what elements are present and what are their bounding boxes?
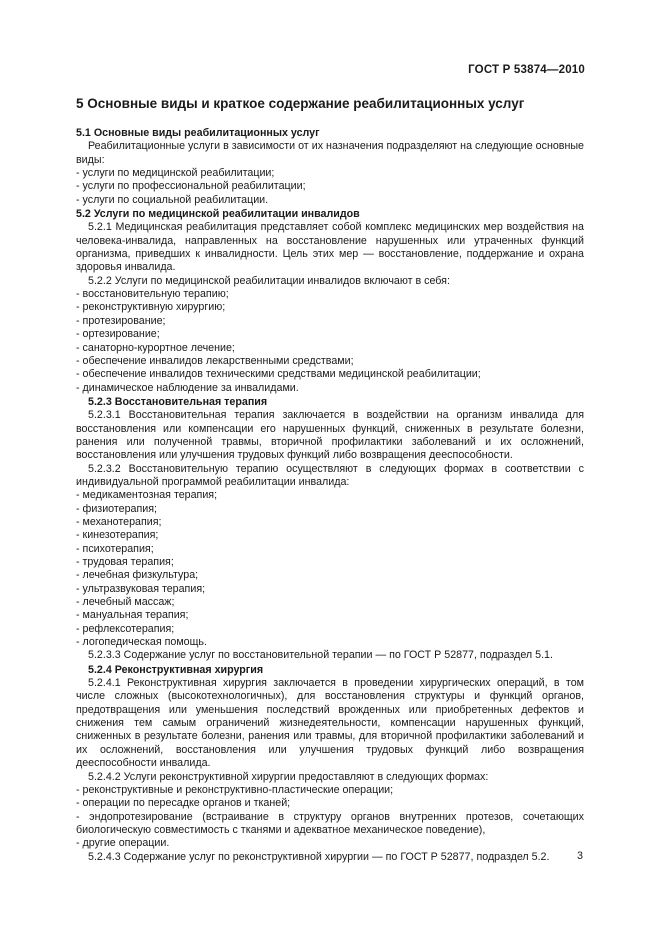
list-item: - восстановительную терапию;	[76, 288, 229, 301]
list-item: - реконструктивную хирургию;	[76, 301, 226, 314]
section-title: 5 Основные виды и краткое содержание реабилитационных услуг	[76, 96, 525, 111]
list-item: - рефлексотерапия;	[76, 622, 175, 635]
paragraph-5-1-intro: Реабилитационные услуги в зависимости от их назначения подразделяют на следующие основные виды:	[76, 140, 584, 166]
list-5-1	[76, 167, 584, 207]
list-item: - ортезирование;	[76, 328, 160, 341]
list-item: - обеспечение инвалидов лекарственными средствами;	[76, 354, 354, 367]
list-item: - логопедическая помощь.	[76, 636, 207, 649]
list-item: - динамическое наблюдение за инвалидами.	[76, 381, 299, 394]
page-number: 3	[577, 850, 583, 862]
list-item: - механотерапия;	[76, 515, 162, 528]
list-5-2-3-2	[76, 489, 584, 649]
paragraph-5-2-4-3: 5.2.4.3 Содержание услуг по реконструктивной хирургии — по ГОСТ Р 52877, подраздел 5.2.	[88, 850, 550, 863]
list-item: - обеспечение инвалидов техническими средствами медицинской реабилитации;	[76, 368, 481, 381]
paragraph-5-2-3-3: 5.2.3.3 Содержание услуг по восстановительной терапии — по ГОСТ Р 52877, подраздел 5.1.	[88, 649, 553, 662]
list-item: - физиотерапия;	[76, 502, 157, 515]
list-item: - кинезотерапия;	[76, 529, 159, 542]
list-item: - мануальная терапия;	[76, 609, 189, 622]
paragraph-5-2-3-2: 5.2.3.2 Восстановительную терапию осуществляют в следующих формах в соответствии с индивидуальной программой реабилитации инвалида:	[76, 462, 584, 488]
list-item: - услуги по медицинской реабилитации;	[76, 167, 275, 180]
list-item: - ультразвуковая терапия;	[76, 582, 206, 595]
list-5-2-2	[76, 288, 584, 395]
list-item: - услуги по социальной реабилитации.	[76, 193, 269, 206]
list-item: - услуги по профессиональной реабилитации;	[76, 180, 306, 193]
list-item: - эндопротезирование (встраивание в структуру органов внутренних протезов, сочетающих биологическую совместимость с тканями и адекватное механическое поведение),	[76, 810, 584, 836]
list-item: - реконструктивные и реконструктивно-пластические операции;	[76, 783, 394, 796]
list-item: - лечебный массаж;	[76, 596, 175, 609]
paragraph-5-2-1: 5.2.1 Медицинская реабилитация представляет собой комплекс медицинских мер воздействия на человека-инвалида, направленных на восстановление нарушенных или утраченных функций организма, приведших к инвалидности. Цель этих мер — восстановление, поддержание и охрана здоровья инвалида.	[76, 221, 584, 274]
list-item: - санаторно-курортное лечение;	[76, 341, 235, 354]
list-item: - лечебная физкультура;	[76, 569, 199, 582]
list-item: - психотерапия;	[76, 542, 154, 555]
list-5-2-4-2	[76, 784, 584, 851]
paragraph-5-2-3-1: 5.2.3.1 Восстановительная терапия заключается в воздействии на организм инвалида для восстановления или компенсации его нарушенных функций, сниженных в результате болезни, ранения или полученной травмы, вторичной профилактики заболеваний и их осложнений, восстановления или улучшения трудовых функций либо возвращения дееспособности.	[76, 409, 584, 462]
list-item: - другие операции.	[76, 837, 170, 850]
heading-5-1: 5.1 Основные виды реабилитационных услуг	[76, 127, 320, 139]
heading-5-2-4: 5.2.4 Реконструктивная хирургия	[88, 663, 264, 676]
list-item: - операции по пересадке органов и тканей;	[76, 797, 291, 810]
list-item: - медикаментозная терапия;	[76, 489, 218, 502]
paragraph-5-2-2: 5.2.2 Услуги по медицинской реабилитации инвалидов включают в себя:	[88, 274, 450, 287]
paragraph-5-2-4-2: 5.2.4.2 Услуги реконструктивной хирургии предоставляют в следующих формах:	[88, 770, 489, 783]
list-item: - протезирование;	[76, 314, 166, 327]
paragraph-5-2-4-1: 5.2.4.1 Реконструктивная хирургия заключается в проведении хирургических операций, в том числе сложных (высокотехнологичных), для восстановления структуры и функций органов, предотвращения или уменьшения последствий врожденных или приобретенных дефектов и снижения тем самым ограничений жизнедеятельности, компенсации нарушенных функций, сниженных в результате болезни, ранения или травмы, для вторичной профилактики заболеваний и их осложнений, восстановления или улучшения трудовых функций либо возвращения дееспособности инвалида.	[76, 677, 584, 770]
heading-5-2-3: 5.2.3 Восстановительная терапия	[88, 395, 268, 408]
standard-number: ГОСТ Р 53874—2010	[468, 64, 585, 76]
document-body	[76, 126, 584, 864]
list-item: - трудовая терапия;	[76, 556, 174, 568]
heading-5-2: 5.2 Услуги по медицинской реабилитации инвалидов	[76, 208, 360, 221]
